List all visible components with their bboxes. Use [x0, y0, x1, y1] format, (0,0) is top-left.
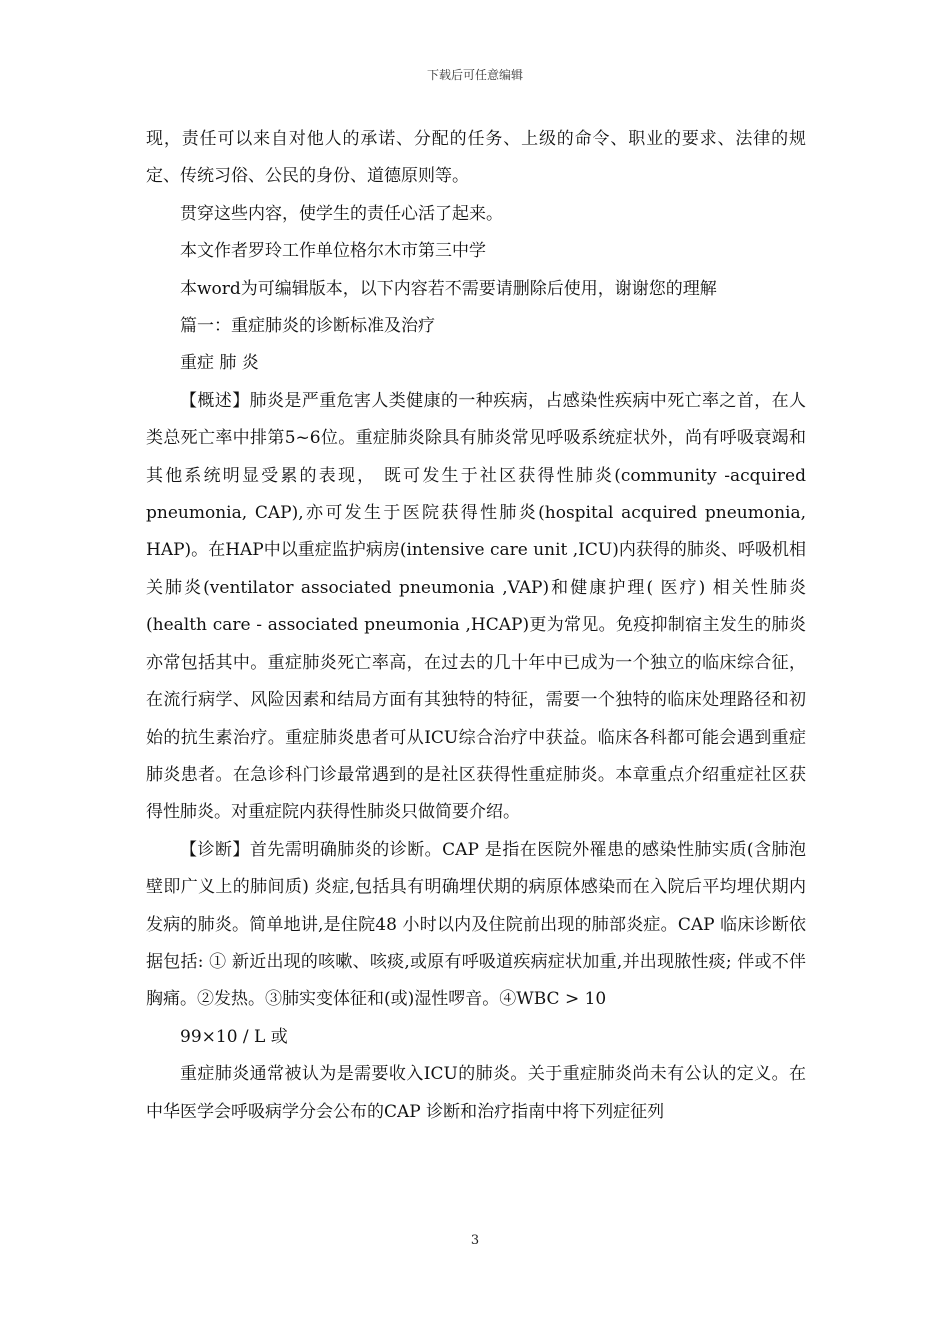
document-body [146, 121, 806, 1131]
paragraph-continuation: 现，责任可以来自对他人的承诺、分配的任务、上级的命令、职业的要求、法律的规定、传统习俗、公民的身份、道德原则等。 [146, 129, 806, 187]
paragraph-overview: 【概述】肺炎是严重危害人类健康的一种疾病，占感染性疾病中死亡率之首，在人类总死亡率中排第5~6位。重症肺炎除具有肺炎常见呼吸系统症状外，尚有呼吸衰竭和其他系统明显受累的表现， 既可发生于社区获得性肺炎(community -acquired pneumonia, CAP),亦可发生于医院获得性肺炎(hospital acquired pneumonia, HAP)。在HAP中以重症监护病房(intensive care unit ,ICU)内获得的肺炎、呼吸机相关肺炎(ventilator associated pneumonia ,VAP)和健康护理( 医疗) 相关性肺炎(health care - associated pneumonia ,HCAP)更为常见。免疫抑制宿主发生的肺炎亦常包括其中。重症肺炎死亡率高，在过去的几十年中已成为一个独立的临床综合征，在流行病学、风险因素和结局方面有其独特的特征，需要一个独特的临床处理路径和初始的抗生素治疗。重症肺炎患者可从ICU综合治疗中获益。临床各科都可能会遇到重症肺炎患者。在急诊科门诊最常遇到的是社区获得性重症肺炎。本章重点介绍重症社区获得性肺炎。对重症院内获得性肺炎只做简要介绍。 [146, 390, 806, 823]
page-number: 3 [470, 1233, 480, 1248]
paragraph-severe-definition: 重症肺炎通常被认为是需要收入ICU的肺炎。关于重症肺炎尚未有公认的定义。在中华医学会呼吸病学分会公布的CAP 诊断和治疗指南中将下列症征列 [146, 1064, 806, 1122]
paragraph-editable-note: 本word为可编辑版本，以下内容若不需要请删除后使用，谢谢您的理解 [180, 278, 717, 299]
section-title: 篇一：重症肺炎的诊断标准及治疗 [180, 316, 435, 337]
section-heading: 重症 肺 炎 [180, 353, 259, 374]
paragraph-formula: 99×10 / L 或 [180, 1026, 288, 1047]
paragraph-author: 本文作者罗玲工作单位格尔木市第三中学 [180, 241, 486, 262]
paragraph-diagnosis: 【诊断】首先需明确肺炎的诊断。CAP 是指在医院外罹患的感染性肺实质(含肺泡壁即广义上的肺间质) 炎症,包括具有明确埋伏期的病原体感染而在入院后平均埋伏期内发病的肺炎。简单地讲,是住院48 小时以内及住院前出现的肺部炎症。CAP 临床诊断依据包括: ① 新近出现的咳嗽、咳痰,或原有呼吸道疾病症状加重,并出现脓性痰; 伴或不伴胸痛。②发热。③肺实变体征和(或)湿性啰音。④WBC > 10 [146, 839, 806, 1010]
paragraph-responsibility: 贯穿这些内容，使学生的责任心活了起来。 [180, 203, 503, 224]
page-header: 下载后可任意编辑 [426, 68, 523, 82]
